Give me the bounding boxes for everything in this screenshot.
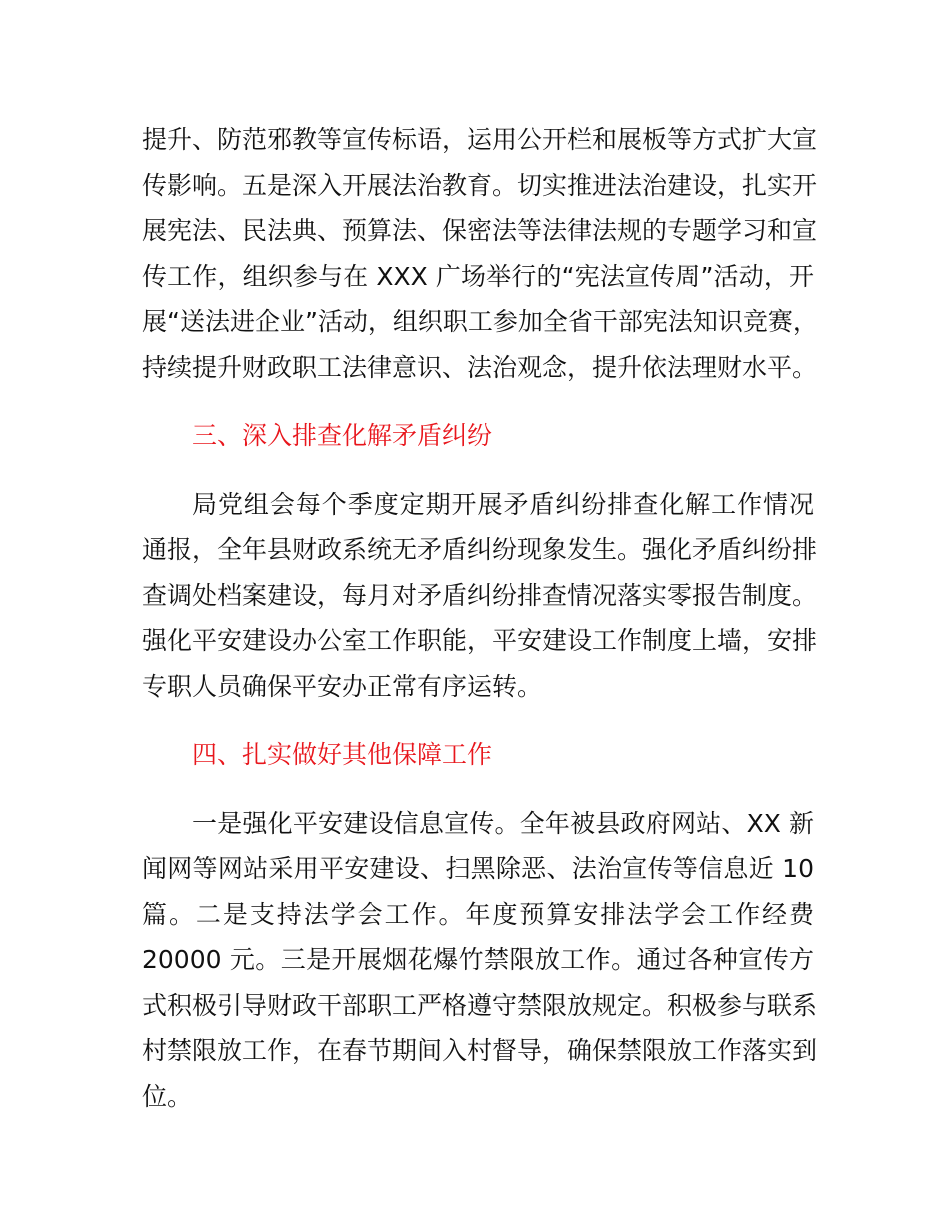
- paragraph-gap: [142, 778, 814, 801]
- text-line: 持续提升财政职工法律意识、法治观念，提升依法理财水平。: [142, 352, 818, 382]
- text-line: 展“送法进企业”活动，组织职工参加全省干部宪法知识竞赛，: [142, 307, 818, 336]
- paragraph-gap: [142, 390, 814, 413]
- text-line: 传工作，组织参与在 XXX 广场举行的“宪法宣传周”活动，开: [142, 261, 814, 291]
- text-line: 20000 元。三是开展烟花爆竹禁限放工作。通过各种宣传方: [142, 945, 814, 974]
- paragraph-law-education: [142, 117, 818, 390]
- section-heading-4: 四、扎实做好其他保障工作: [192, 740, 493, 769]
- text-line: 位。: [142, 1081, 193, 1111]
- text-line: 村禁限放工作，在春节期间入村督导，确保禁限放工作落实到: [142, 1036, 818, 1065]
- text-line: 式积极引导财政干部职工严格遵守禁限放规定。积极参与联系: [142, 990, 818, 1020]
- paragraph-other-support: [142, 801, 818, 1120]
- text-line: 查调处档案建设，每月对矛盾纠纷排查情况落实零报告制度。: [142, 580, 818, 610]
- text-line: 一是强化平安建设信息宣传。全年被县政府网站、XX 新: [192, 808, 814, 838]
- text-line: 提升、防范邪教等宣传标语，运用公开栏和展板等方式扩大宣: [142, 125, 818, 154]
- text-line: 闻网等网站采用平安建设、扫黑除恶、法治宣传等信息近 10: [142, 854, 814, 883]
- text-line: 专职人员确保平安办正常有序运转。: [142, 671, 543, 701]
- section-heading-3: 三、深入排查化解矛盾纠纷: [192, 421, 493, 450]
- text-line: 局党组会每个季度定期开展矛盾纠纷排查化解工作情况: [192, 489, 814, 519]
- document-body: [142, 117, 818, 1119]
- paragraph-dispute-resolution: [142, 482, 818, 710]
- text-line: 篇。二是支持法学会工作。年度预算安排法学会工作经费: [142, 899, 814, 929]
- paragraph-gap: [142, 459, 814, 482]
- paragraph-gap: [142, 709, 814, 732]
- text-line: 展宪法、民法典、预算法、保密法等法律法规的专题学习和宣: [142, 216, 818, 245]
- text-line: 强化平安建设办公室工作职能，平安建设工作制度上墙，安排: [142, 626, 818, 655]
- text-line: 传影响。五是深入开展法治教育。切实推进法治建设，扎实开: [142, 170, 818, 200]
- text-line: 通报，全年县财政系统无矛盾纠纷现象发生。强化矛盾纠纷排: [142, 535, 818, 564]
